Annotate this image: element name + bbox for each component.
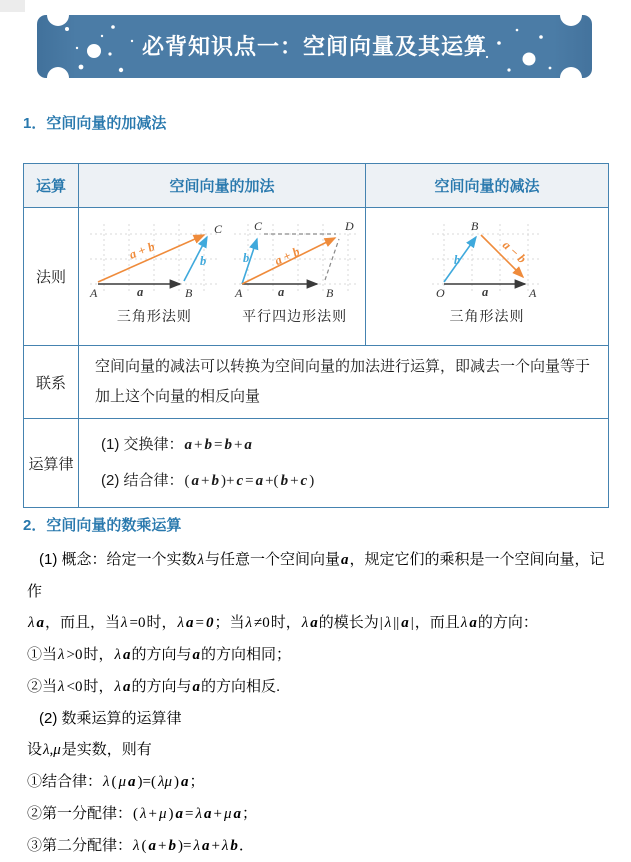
- triangle-subtraction-diagram: [428, 220, 546, 302]
- point-label-C: C: [214, 222, 223, 236]
- laws-row-label: 运算律: [24, 419, 79, 508]
- paragraph-concept-cont: λ a，而且，当λ =0时，λ a = 0；当λ ≠0时，λ a的模长为| λ || a |，而且λ a的方向：: [28, 614, 538, 631]
- rule-row-label: 法则: [24, 208, 79, 346]
- relation-row-label: 联系: [24, 346, 79, 419]
- commutative-law-line: (1) 交换律：a + b = b + a: [101, 436, 252, 453]
- triangle-addition-figure: [84, 220, 224, 326]
- paragraph-laws-title: (2) 数乘运算的运算律: [39, 710, 182, 727]
- header-subtraction: 空间向量的减法: [366, 164, 609, 208]
- paragraph-distributive2: ③第二分配律：λ ( a + b )= λ a + λ b．: [27, 837, 254, 854]
- scan-corner-artifact: [0, 0, 25, 12]
- paragraph-distributive1: ②第一分配律：( λ + μ ) a = λ a + μ a；: [27, 805, 257, 822]
- relation-row: [24, 346, 609, 419]
- paragraph-let-scalars: 设λ,μ是实数，则有: [27, 741, 152, 758]
- rule-row: [24, 208, 609, 346]
- laws-row: [24, 419, 609, 508]
- vector-sum-label: a + b: [272, 244, 302, 269]
- vector-diff-label: a − b: [499, 237, 529, 266]
- figure-caption: 三角形法则: [116, 308, 192, 324]
- table-header-row: [24, 164, 609, 208]
- vector-a-label: a: [137, 285, 144, 299]
- vector-sum-label: a + b: [127, 239, 157, 262]
- paragraph-associative: ①结合律：λ ( μ a )=( λμ ) a；: [27, 773, 205, 790]
- relation-text: 空间向量的减法可以转换为空间向量的加法进行运算，即减去一个向量等于加上这个向量的相反向量: [79, 346, 609, 419]
- header-addition: 空间向量的加法: [79, 164, 366, 208]
- figure-caption: 平行四边形法则: [242, 308, 348, 324]
- section1-heading: 1．空间向量的加减法: [23, 115, 167, 132]
- parallelogram-addition-diagram: [230, 220, 360, 302]
- point-label-A: A: [529, 286, 537, 300]
- vector-a-label: a: [482, 285, 489, 299]
- page-title: 必背知识点一：空间向量及其运算: [141, 34, 487, 59]
- triangle-subtraction-figure: [428, 220, 546, 326]
- associative-law-line: (2) 结合律：( a + b )+ c = a +( b + c ): [101, 472, 315, 489]
- figure-caption: 三角形法则: [449, 308, 525, 324]
- vector-b-label: b: [200, 254, 207, 268]
- vector-operations-table: [23, 163, 609, 508]
- point-label-B: B: [471, 219, 479, 233]
- laws-content: [79, 419, 609, 508]
- point-label-B: B: [325, 286, 333, 300]
- header-operation: 运算: [24, 164, 79, 208]
- vector-b-label: b: [242, 251, 249, 265]
- paragraph-direction-pos: ①当λ >0时，λ a的方向与a的方向相同；: [27, 646, 292, 663]
- paragraph-direction-neg: ②当λ <0时，λ a的方向与a的方向相反.: [27, 678, 281, 695]
- point-label-O: O: [436, 286, 445, 300]
- vector-a-label: a: [277, 285, 284, 299]
- addition-diagrams-cell: [79, 208, 366, 346]
- paragraph-concept: (1) 概念：给定一个实数λ与任意一个空间向量a，规定它们的乘积是一个空间向量，记作: [27, 551, 605, 600]
- subtraction-diagram-cell: [366, 208, 609, 346]
- point-label-C: C: [253, 219, 262, 233]
- point-label-D: D: [344, 219, 354, 233]
- point-label-A: A: [90, 286, 98, 300]
- section2-paragraphs: [27, 544, 607, 862]
- triangle-addition-diagram: [84, 220, 224, 302]
- parallelogram-addition-figure: [230, 220, 360, 326]
- title-banner: [37, 15, 592, 78]
- vector-b-label: b: [454, 253, 461, 267]
- point-label-B: B: [185, 286, 193, 300]
- point-label-A: A: [234, 286, 242, 300]
- section2-heading: 2．空间向量的数乘运算: [23, 517, 182, 534]
